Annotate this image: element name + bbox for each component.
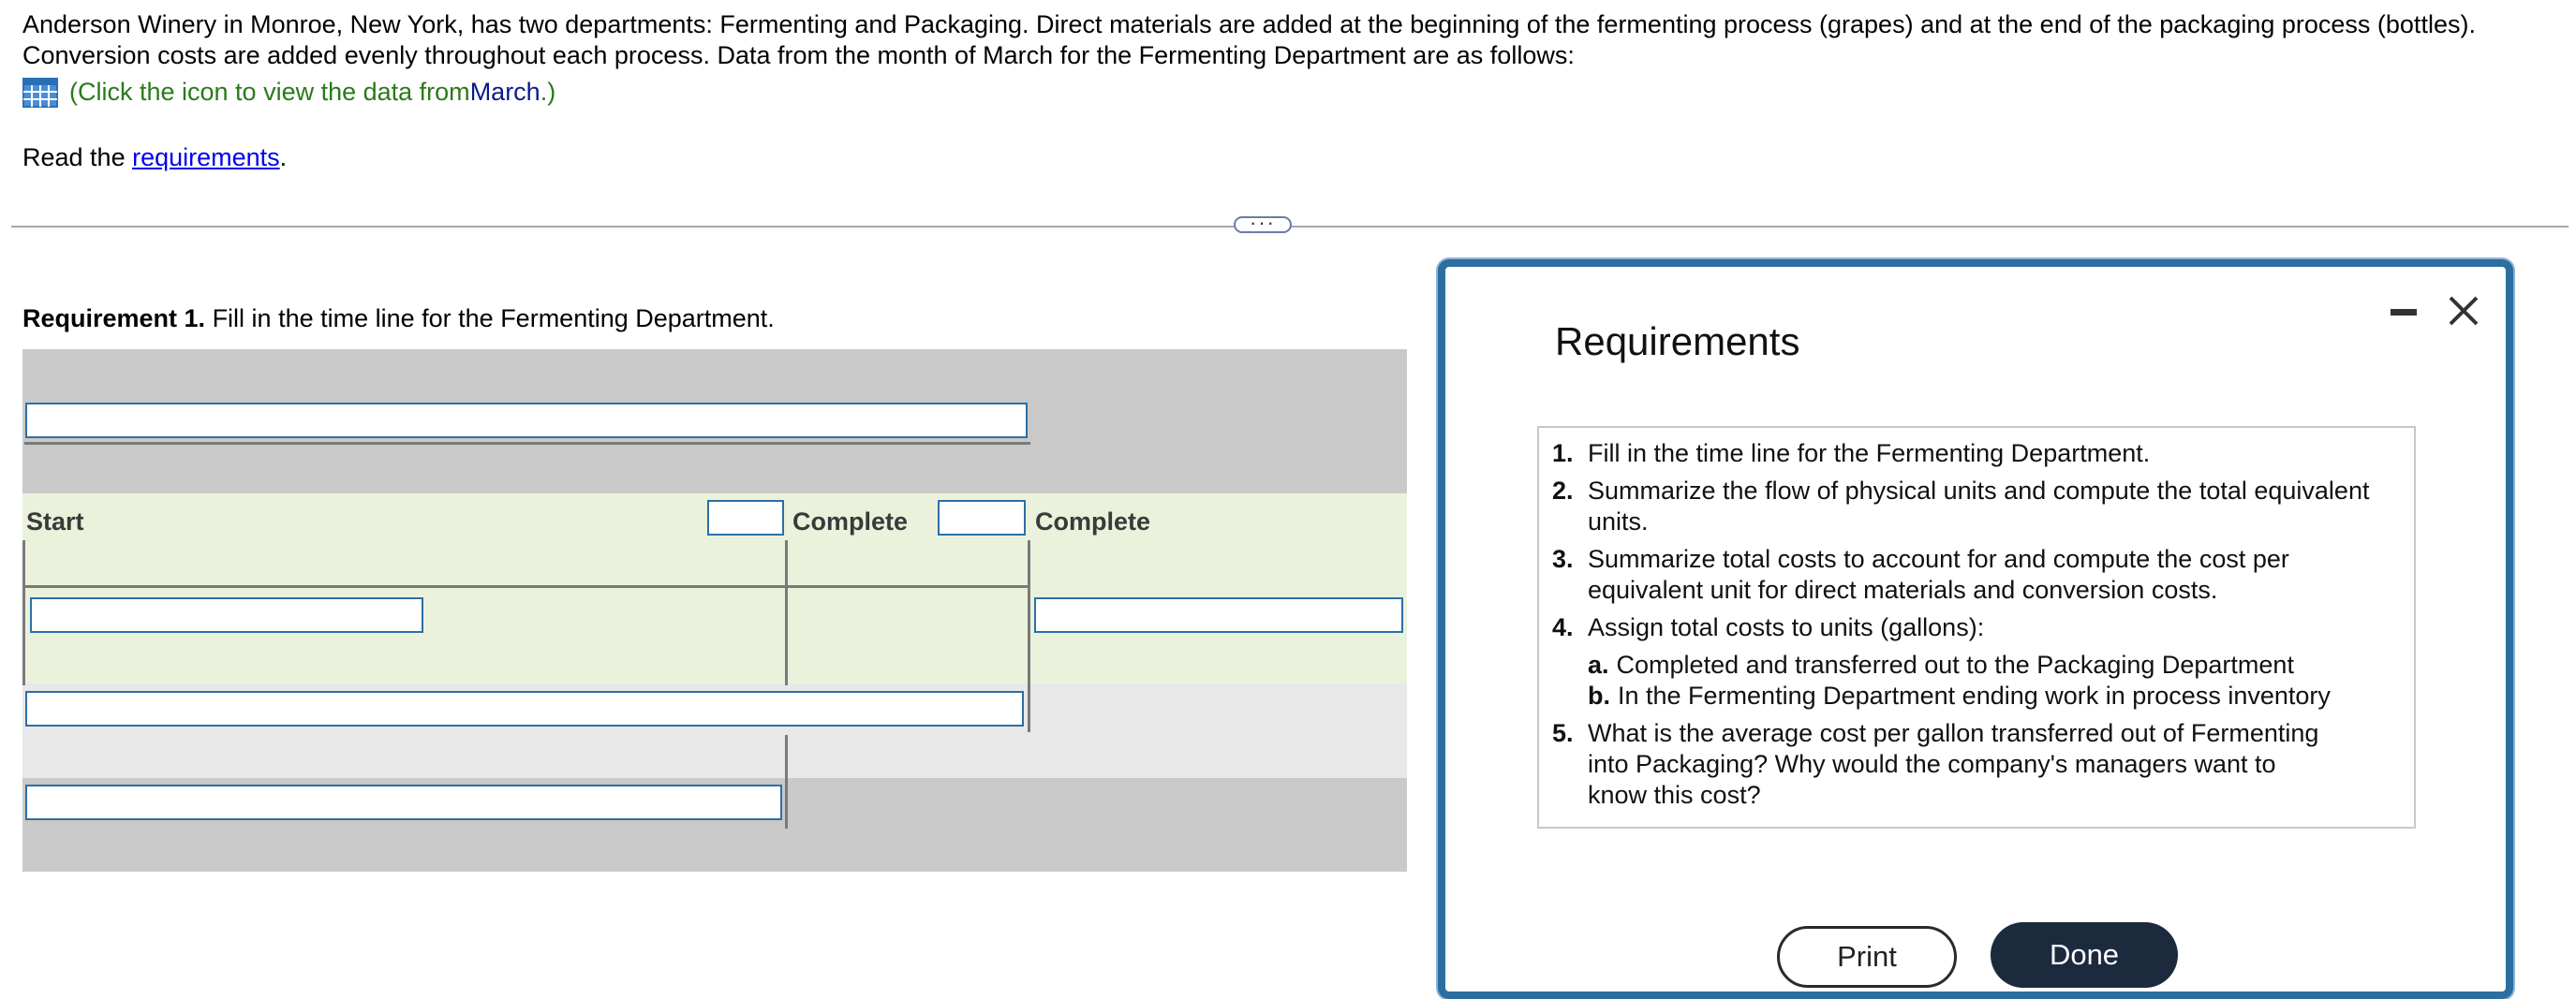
read-requirements (22, 142, 287, 173)
requirements-list (1552, 438, 2395, 817)
requirement-item (1552, 476, 2395, 537)
print-button[interactable]: Print (1777, 926, 1957, 988)
requirement-item (1552, 718, 2395, 811)
dialog-title: Requirements (1555, 319, 1800, 363)
divider-expand-handle[interactable]: ··· (1234, 216, 1292, 233)
timeline-line (24, 585, 1029, 588)
requirement-text: Summarize total costs to account for and compute the cost per equivalent unit for direct materials and conversion costs. (1588, 545, 2289, 604)
close-icon[interactable] (2445, 292, 2482, 330)
timeline-line (22, 540, 25, 685)
read-requirements-suffix: . (279, 143, 288, 171)
complete-label-2: Complete (1035, 507, 1151, 536)
data-link-month[interactable]: March (469, 78, 540, 106)
data-link-suffix[interactable]: .) (540, 78, 556, 106)
requirement-number: 5. (1552, 719, 1574, 747)
start-label: Start (26, 507, 84, 536)
complete-percent-input-1[interactable] (707, 500, 784, 536)
sub-item-letter: b. (1588, 682, 1610, 710)
requirement-body (1588, 612, 2331, 712)
requirements-link[interactable]: requirements (132, 143, 280, 171)
timeline-header-input[interactable] (25, 403, 1028, 438)
sub-item-text: Completed and transferred out to the Packaging Department (1616, 651, 2294, 679)
sub-item-text: In the Fermenting Department ending work in process inventory (1618, 682, 2331, 710)
requirement-number: 2. (1552, 477, 1574, 505)
data-link-prefix[interactable]: (Click the icon to view the data from (69, 78, 470, 106)
requirement-number: 1. (1552, 439, 1574, 467)
minimize-icon[interactable] (2391, 309, 2417, 316)
requirement-item (1552, 438, 2395, 469)
complete-percent-input-2[interactable] (938, 500, 1026, 536)
timeline-line (785, 735, 788, 829)
ending-units-input[interactable] (1034, 597, 1403, 633)
requirement-sub-item (1588, 650, 2331, 681)
requirement-text: Fill in the time line for the Fermenting Department. (1588, 439, 2151, 467)
data-link[interactable] (22, 77, 555, 108)
sub-item-letter: a. (1588, 651, 1609, 679)
requirement-text: Summarize the flow of physical units and compute the total equivalent units. (1588, 477, 2370, 536)
timeline-line (785, 540, 788, 685)
requirement-number: 3. (1552, 545, 1574, 573)
read-requirements-prefix: Read the (22, 143, 133, 171)
table-grid-icon[interactable] (22, 78, 58, 108)
complete-label-1: Complete (792, 507, 909, 536)
requirement-number: 4. (1552, 613, 1574, 641)
requirement-text: Assign total costs to units (gallons): (1588, 613, 1985, 641)
total-units-input[interactable] (25, 785, 782, 820)
problem-intro: Anderson Winery in Monroe, New York, has two departments: Fermenting and Packaging. Direct materials are added at the beginning of the fermenting process (grapes) and at the end of the packaging process (bottles). Conversion costs are added evenly throughout each process. Data from the month of March for the Fermenting Department are as follows: (22, 10, 2476, 69)
timeline-line (24, 442, 1030, 445)
requirement-1-heading (22, 303, 775, 334)
requirement-1-text: Fill in the time line for the Fermenting Department. (205, 304, 775, 332)
requirement-sub-item (1588, 681, 2331, 712)
requirement-text: What is the average cost per gallon transferred out of Fermenting into Packaging? Why would the company's managers want to know this cost? (1588, 719, 2319, 809)
beginning-units-input[interactable] (30, 597, 423, 633)
done-button[interactable]: Done (1991, 922, 2178, 988)
requirement-item (1552, 612, 2395, 712)
transferred-units-input[interactable] (25, 691, 1024, 727)
timeline-line (1028, 540, 1030, 732)
requirement-item (1552, 544, 2395, 606)
requirement-1-label: Requirement 1. (22, 304, 206, 332)
